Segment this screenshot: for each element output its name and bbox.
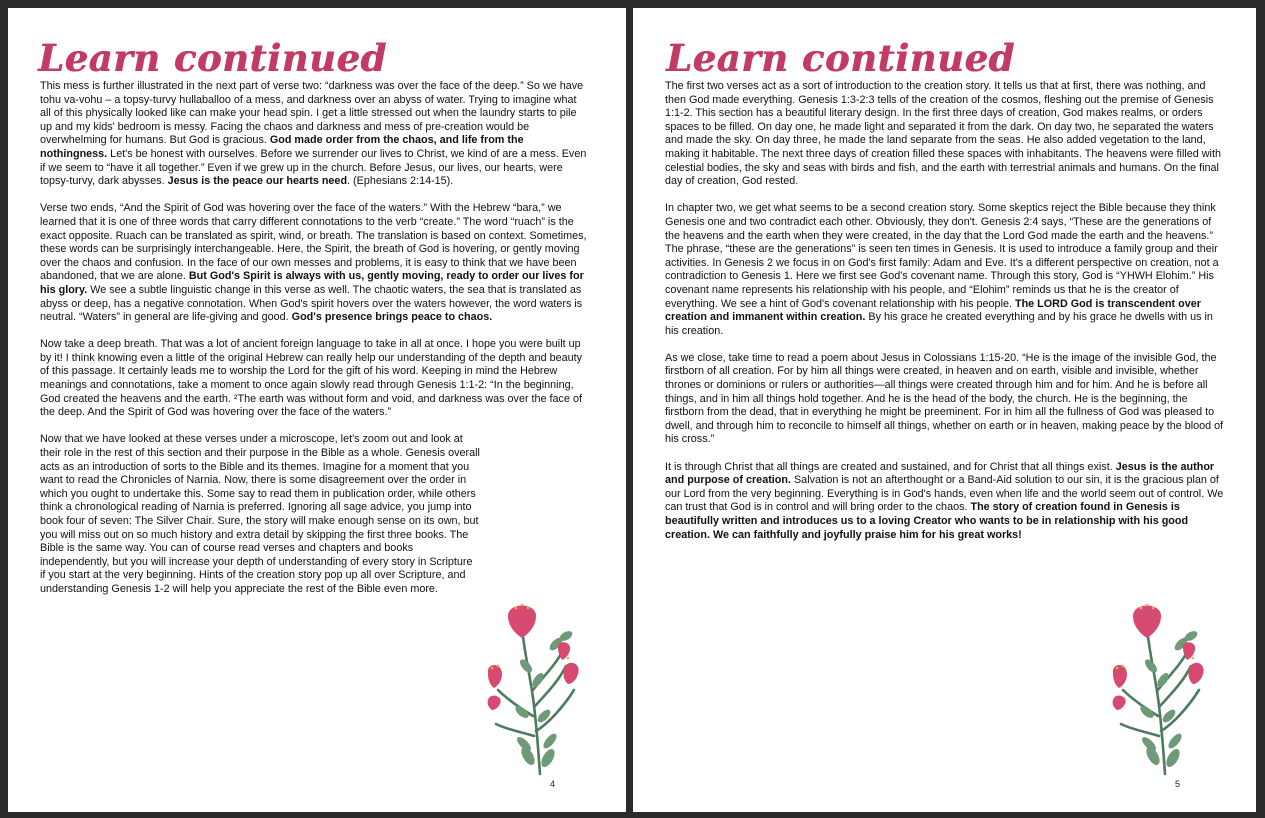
page-number: 4 [550, 779, 556, 789]
text-run: This mess is further illustrated in the next part of verse two: “darkness was over the face of the deep.” So we have tohu va-vohu – a topsy-turvy hullaballoo of a mess, and darkness over an abyss of water. Trying to imagine what all of this physically looked like can make your head spin. I get a little stressed out when the laundry starts to pile up and my kids' bedroom is messy. Facing the chaos and darkness and mess of pre-creation would be overwhelming for humans. But God is gracious. [40, 80, 584, 147]
text-run: It is through Christ that all things are created and sustained, and for Christ that all things exist. [665, 460, 1116, 473]
bold-text-run: Jesus is the author and purpose of creation. [665, 460, 1215, 487]
page-4 [8, 8, 626, 812]
paragraph [665, 352, 1227, 447]
paragraph [665, 461, 1227, 543]
page-5 [633, 8, 1256, 812]
bold-text-run: The story of creation found in Genesis is beautifully written and introduces us to a loving Creator who wants to be in relationship with his good creation. We can faithfully and joyfully praise him for his great works! [665, 501, 1189, 541]
paragraph [40, 202, 588, 324]
bold-text-run: God made order from the chaos, and life from the nothingness. [40, 134, 524, 160]
page-body [40, 80, 588, 610]
paragraph [40, 433, 480, 596]
text-run: Verse two ends, “And the Spirit of God was hovering over the face of the waters.” With the Hebrew “bara,” we learned that it is one of three words that carry different connotations to the verb “create.” The word “ruach” is the exact opposite. Ruach can be translated as spirit, wind, or breath. The translation is based on context. Sometimes, these words can be surprisingly interchangeable. Here, the Spirit, the breath of God is hovering, or gently moving over the chaos and confusion. In the face of our own messes and problems, it is easy to think that we have been abandoned, that we are alone. [40, 202, 587, 283]
page-heading: Learn continued [666, 36, 1015, 80]
paragraph [665, 80, 1227, 189]
flower-illustration-icon [478, 596, 588, 786]
text-run: The first two verses act as a sort of introduction to the creation story. It tells us that at first, there was nothing, and then God made everything. Genesis 1:3-2:3 tells of the creation of the cosmos, fleshing out the premise of Genesis 1:1-2. This section has a beautiful literary design. In the first three days of creation, God makes realms, or orders spaces to be filled. On day one, he made light and separated it from the dark. On day two, he separated the waters and made the sky. On day three, he made the land separate from the seas. He also added vegetation to the land, making it habitable. The next three days of creation filled these spaces with inhabitants. The heavens were filled with celestial bodies, the sky and seas with birds and fish, and the earth with terrestrial animals and humans. On the final day of creation, God rested. [665, 80, 1221, 188]
paragraph [40, 338, 588, 420]
text-run: In chapter two, we get what seems to be a second creation story. Some skeptics reject the Bible because they think Genesis one and two contradict each other. Obviously, they don't. Genesis 2:4 says, “These are the generations of the heavens and the earth when they were created, in the day that the Lord God made the earth and the heavens.” The phrase, “these are the generations” is seen ten times in Genesis. It is used to introduce a family group and their activities. In Genesis 2 we focus in on God's first family: Adam and Eve. It's a different perspective on creation, not a contradiction to Genesis 1. Here we first see God's covenant name. Through this story, God is “YHWH Elohim.” His covenant name represents his relationship with his people, and “Elohim” reminds us that he is the creator of everything. We see a hint of God's covenant relationship with his people. [665, 202, 1219, 310]
page-body [665, 80, 1227, 556]
text-run: By his grace he created everything and by his grace he dwells with us in his creation. [665, 311, 1213, 337]
text-run: . (Ephesians 2:14-15). [347, 175, 454, 188]
bold-text-run: God's presence brings peace to chaos. [291, 311, 493, 324]
text-run: Let's be honest with ourselves. Before we surrender our lives to Christ, we kind of are a mess. Even if we seem to “have it all together.” Even if we grew up in the church. Before Jesus, our lives, our hearts, were topsy-turvy, dark abysses. [40, 147, 587, 188]
paragraph [40, 80, 588, 189]
flower-illustration-icon [1103, 596, 1213, 786]
text-run: We see a subtle linguistic change in this verse as well. The chaotic waters, the sea that is translated as abyss or deep, has a negative connotation. When God's spirit hovers over the waters however, the word waters is neutral. “Waters” in general are life-giving and good. [40, 283, 583, 324]
text-run: Now that we have looked at these verses under a microscope, let's zoom out and look at their role in the rest of this section and their purpose in the Bible as a whole. Genesis overall acts as an introduction of sorts to the Bible and its themes. Imagine for a moment that you want to read the Chronicles of Narnia. Now, there is some disagreement over the order in which you ought to undertake this. Some say to read them in publication order, while others think a chronological reading of Narnia is preferred. Ignoring all sage advice, you jump into book four of seven: The Silver Chair. Sure, the story will make enough sense on its own, but you will miss out on so much history and extra detail by skipping the first three books. The Bible is the same way. You can of course read verses and chapters and books independently, but you will increase your depth of understanding of every story in Scripture if you start at the very beginning. Hints of the creation story pop up all over Scripture, and understanding Genesis 1-2 will help you appreciate the rest of the Bible even more. [40, 433, 480, 595]
paragraph [665, 202, 1227, 338]
bold-text-run: The LORD God is transcendent over creation and immanent within creation. [665, 297, 1201, 324]
page-number: 5 [1175, 779, 1181, 789]
bold-text-run: Jesus is the peace our hearts need [167, 175, 348, 188]
text-run: Salvation is not an afterthought or a Band-Aid solution to our sin, it is the gracious plan of our Lord from the very beginning. Everything is in God's hands, even when life and the world seem out of control. We can trust that God is in control and will bring order to the chaos. [665, 474, 1224, 514]
text-run: Now take a deep breath. That was a lot of ancient foreign language to take in all at once. I hope you were built up by it! I think knowing even a little of the original Hebrew can really help our understanding of the depth and beauty of this passage. It certainly leads me to worship the Lord for the gift of his word. Keeping in mind the Hebrew meanings and connotations, take a moment to once again slowly read through Genesis 1:1-2: “In the beginning, God created the heavens and the earth. ²The earth was without form and void, and darkness was over the face of the deep. And the Spirit of God was hovering over the face of the waters.” [40, 338, 582, 419]
page-heading: Learn continued [38, 36, 387, 80]
text-run: As we close, take time to read a poem about Jesus in Colossians 1:15-20. “He is the image of the invisible God, the firstborn of all creation. For by him all things were created, in heaven and on earth, visible and invisible, whether thrones or dominions or rulers or authorities—all things were created through him and for him. And he is before all things, and in him all things hold together. And he is the head of the body, the church. He is the beginning, the firstborn from the dead, that in everything he might be preeminent. For in him all the fullness of God was pleased to dwell, and through him to reconcile to himself all things, whether on earth or in heaven, making peace by the blood of his cross.” [665, 351, 1224, 446]
bold-text-run: But God's Spirit is always with us, gently moving, ready to order our lives for his glory. [40, 270, 584, 296]
